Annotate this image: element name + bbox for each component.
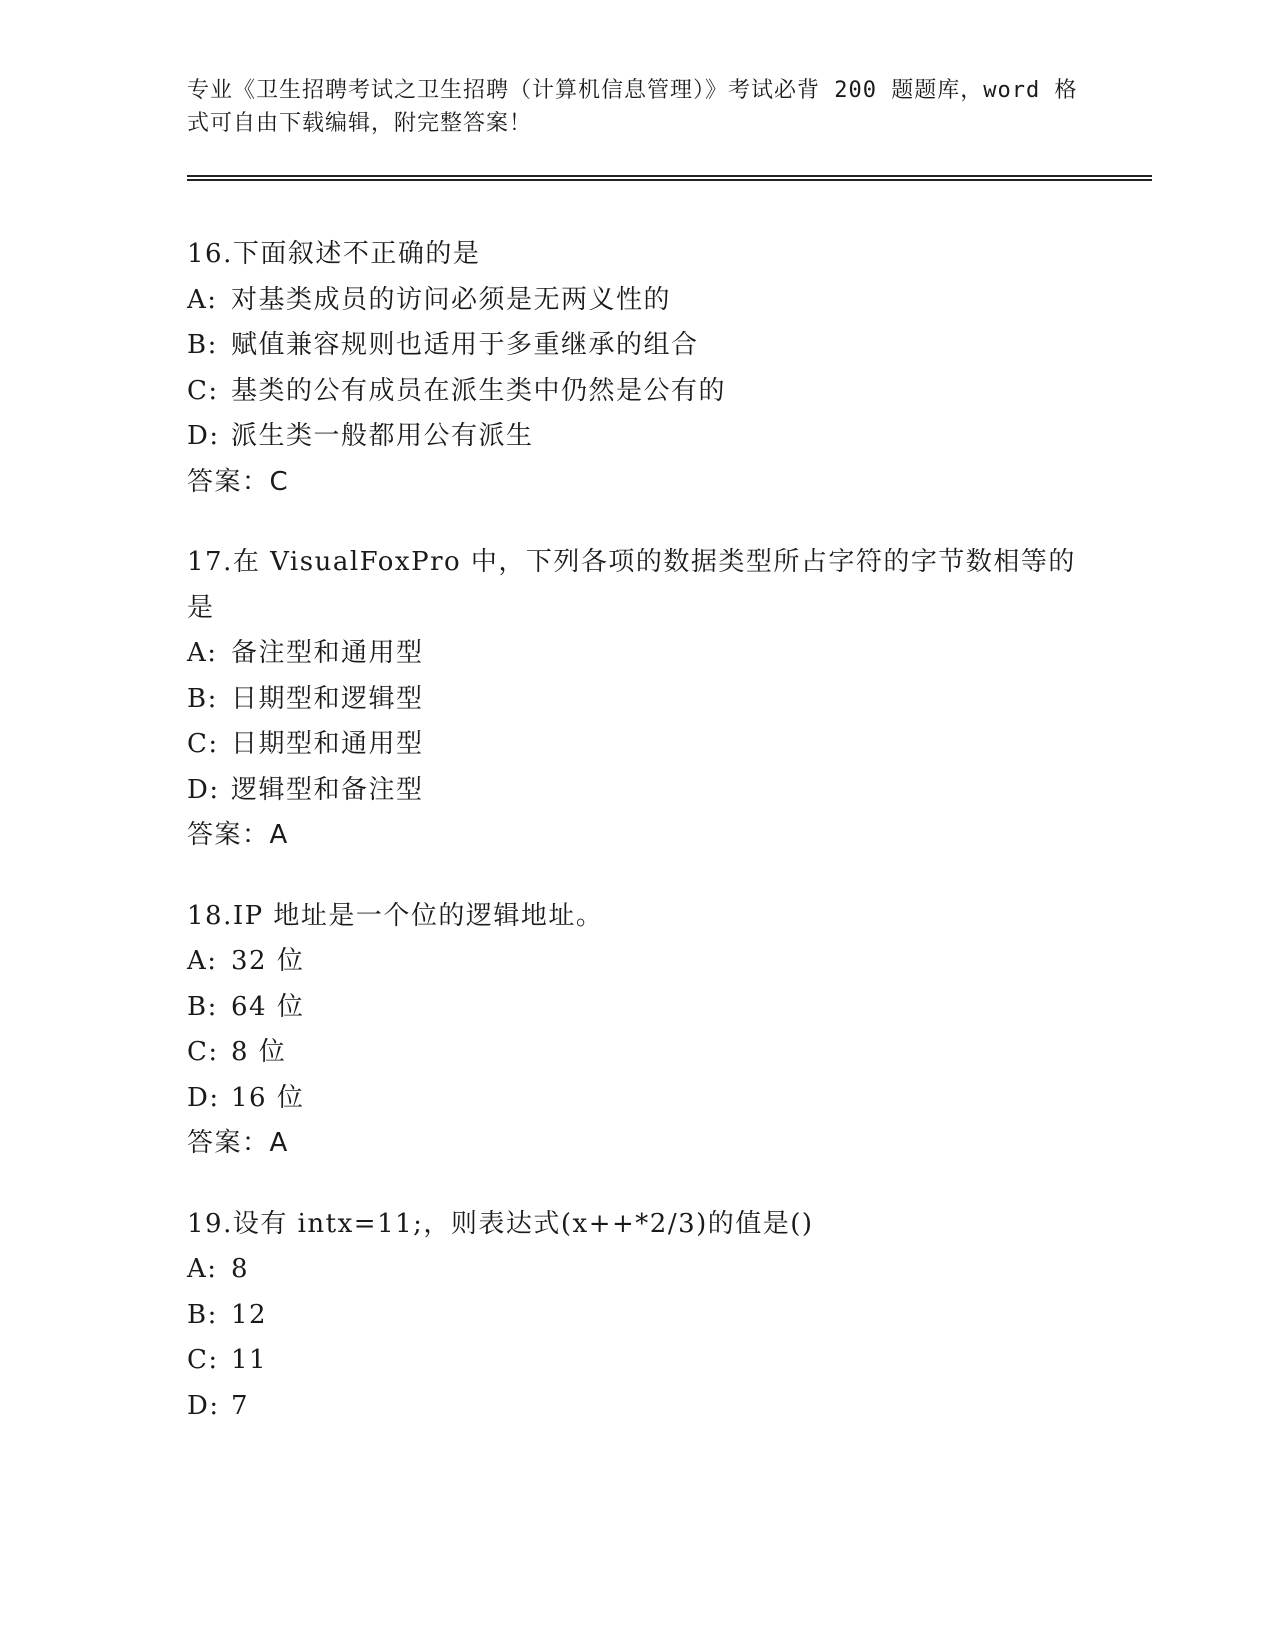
option-b (187, 323, 1087, 369)
answer-label: 答案： (187, 466, 270, 497)
option-label: D: (187, 1390, 220, 1421)
option-c (187, 1338, 1087, 1384)
option-d (187, 1076, 1087, 1122)
option-a (187, 939, 1087, 985)
option-b (187, 1293, 1087, 1339)
option-label: C: (187, 1345, 219, 1375)
option-label: B: (187, 683, 218, 714)
option-label: B: (187, 1299, 218, 1330)
answer-value: A (269, 1128, 289, 1158)
option-text: 对基类成员的访问必须是无两义性的 (231, 284, 672, 315)
answer-label: 答案： (187, 1128, 270, 1158)
option-label: C: (187, 375, 219, 406)
question-19 (187, 1202, 1087, 1430)
answer-label: 答案： (187, 820, 270, 850)
option-b (187, 985, 1087, 1031)
option-label: C: (187, 1037, 219, 1067)
option-d (187, 414, 1087, 460)
question-stem: 19.设有 intx=11;，则表达式(x++*2/3)的值是() (187, 1208, 814, 1239)
option-text: 派生类一般都用公有派生 (231, 421, 534, 451)
option-label: A: (187, 284, 218, 315)
option-a (187, 1247, 1087, 1293)
option-d (187, 768, 1087, 814)
option-text: 64 位 (231, 991, 305, 1022)
option-text: 基类的公有成员在派生类中仍然是公有的 (231, 375, 727, 406)
option-label: D: (187, 1082, 220, 1113)
question-16 (187, 232, 1087, 505)
option-text: 32 位 (231, 946, 305, 976)
answer-value: A (269, 820, 289, 850)
option-text: 7 (231, 1390, 250, 1421)
option-c (187, 369, 1087, 415)
question-stem: 16.下面叙述不正确的是 (187, 239, 481, 269)
option-b (187, 677, 1087, 723)
option-text: 11 (231, 1345, 268, 1375)
question-17 (187, 540, 1087, 859)
option-a (187, 631, 1087, 677)
option-d (187, 1384, 1087, 1430)
option-text: 日期型和逻辑型 (231, 683, 424, 714)
option-text: 8 (231, 1254, 250, 1284)
option-label: A: (187, 638, 218, 668)
option-text: 赋值兼容规则也适用于多重继承的组合 (231, 330, 699, 360)
option-label: B: (187, 330, 218, 360)
question-stem: 18.IP 地址是一个位的逻辑地址。 (187, 900, 604, 931)
option-label: D: (187, 774, 220, 805)
option-label: A: (187, 946, 218, 976)
option-text: 8 位 (231, 1037, 287, 1067)
answer-line (187, 460, 1087, 506)
question-stem: 17.在 VisualFoxPro 中，下列各项的数据类型所占字符的字节数相等的是 (187, 547, 1076, 623)
option-c (187, 722, 1087, 768)
question-18 (187, 894, 1087, 1167)
option-label: C: (187, 729, 219, 759)
answer-line (187, 1121, 1087, 1167)
option-text: 日期型和通用型 (231, 729, 424, 759)
answer-line (187, 813, 1087, 859)
option-label: A: (187, 1254, 218, 1284)
option-text: 备注型和通用型 (231, 638, 424, 668)
option-c (187, 1030, 1087, 1076)
question-list (187, 232, 1087, 1464)
option-label: D: (187, 421, 220, 451)
header-divider (187, 175, 1152, 181)
option-text: 12 (231, 1299, 268, 1330)
document-header: 专业《卫生招聘考试之卫生招聘（计算机信息管理）》考试必背 200 题题库，word 格式可自由下载编辑，附完整答案！ (187, 78, 1078, 136)
option-label: B: (187, 991, 218, 1022)
answer-value: C (269, 466, 290, 497)
option-text: 逻辑型和备注型 (231, 774, 424, 805)
option-a (187, 278, 1087, 324)
option-text: 16 位 (231, 1082, 305, 1113)
